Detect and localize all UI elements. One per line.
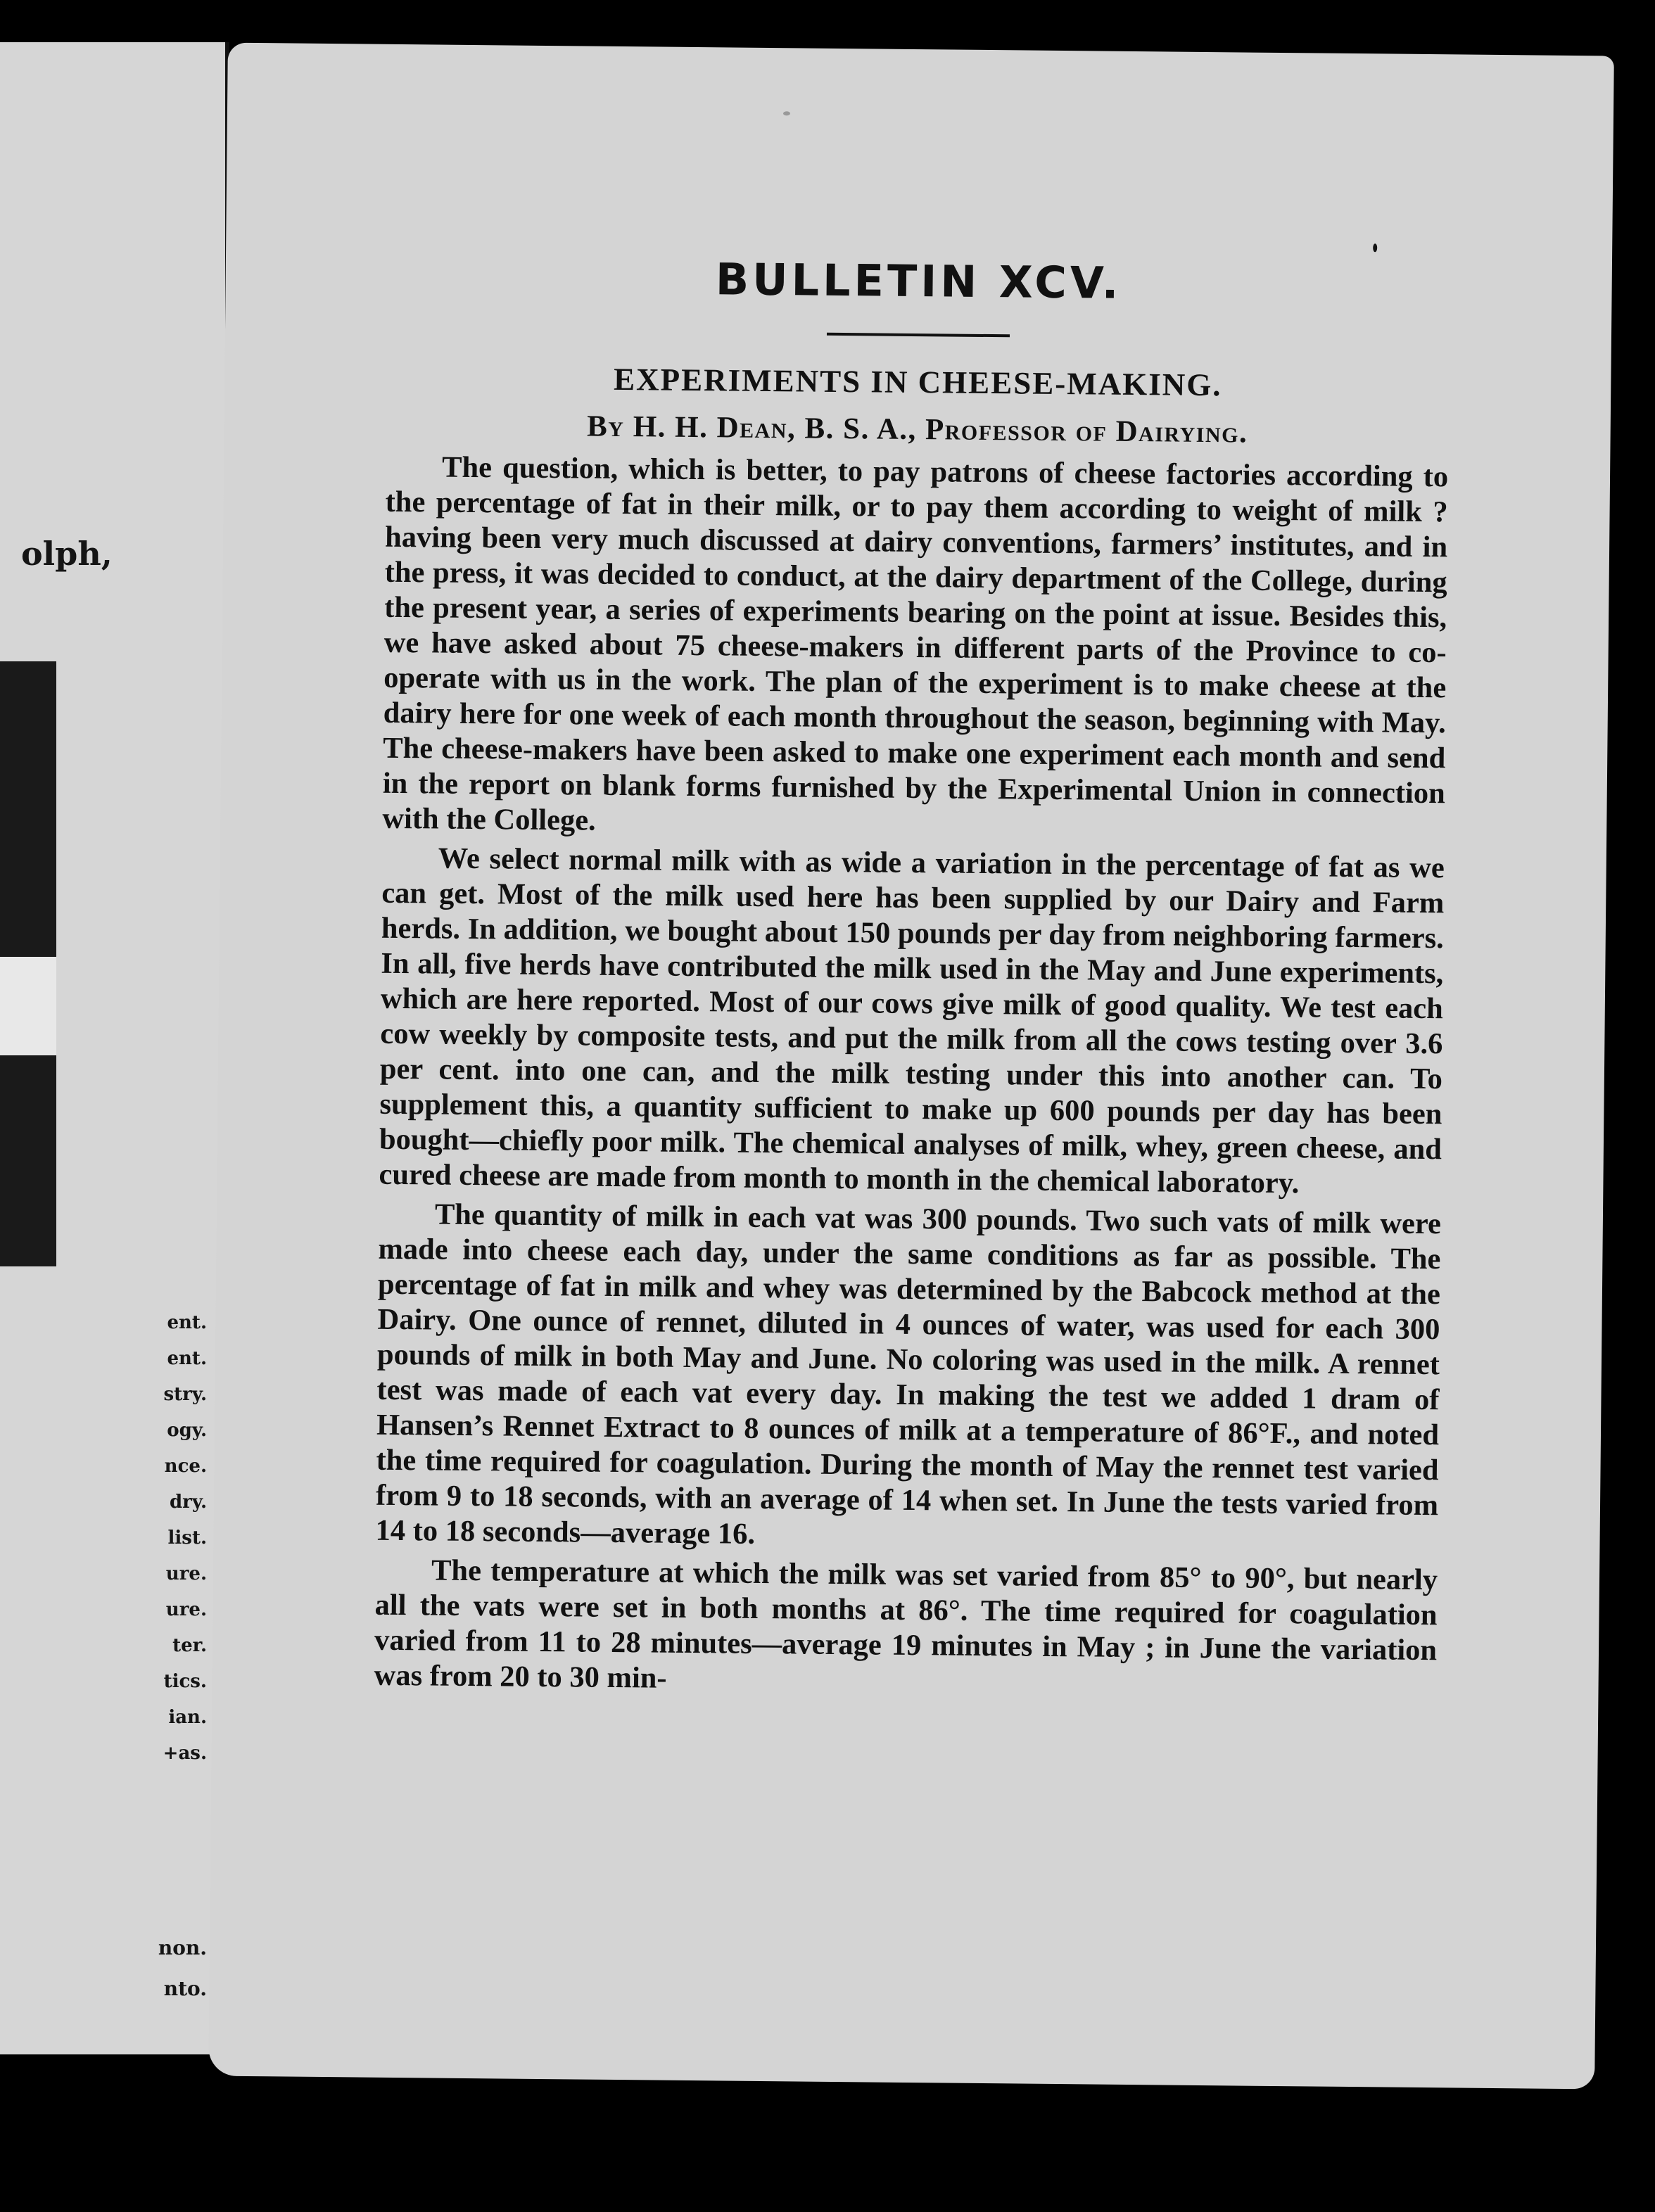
facing-list-item: nto. [163, 1977, 207, 2000]
bulletin-page [208, 43, 1614, 2090]
facing-page-list [66, 1305, 207, 1772]
page-content [374, 248, 1450, 1703]
body-paragraph: The question, which is better, to pay patrons of cheese factories according to the percentage of fat in their milk, or to pay them according to weight of milk ? having been very much discussed at dairy conventions, farmers’ institutes, and in the press, it was decided to conduct, at the dairy department of the College, during the present year, a series of experiments bearing on the point at issue. Besides this, we have asked about 75 cheese-makers in different parts of the Province to co-operate with us in the work. The plan of the experiment is to make cheese at the dairy here for one week of each month throughout the season, beginning with May. The cheese-makers have been asked to make one experiment each month and send in the report on blank forms furnished by the Experimental Union in connection with the College. [382, 450, 1449, 837]
facing-list-item: stry. [163, 1384, 207, 1405]
title-divider [827, 333, 1010, 337]
facing-list-item: dry. [169, 1492, 207, 1513]
scan-speck [1373, 243, 1377, 252]
facing-list-item: ure. [165, 1599, 207, 1620]
article-title: EXPERIMENTS IN CHEESE-MAKING. [613, 361, 1222, 403]
facing-list-item: ian. [168, 1707, 207, 1728]
facing-list-item: tics. [163, 1671, 207, 1692]
scan-speck [783, 111, 790, 115]
facing-list-item: ure. [165, 1563, 207, 1584]
facing-list-item: list. [167, 1527, 207, 1549]
facing-page-fragment: olph, [21, 535, 113, 573]
byline: By H. H. Dean, B. S. A., Professor of Dairying. [586, 409, 1248, 450]
bulletin-title: BULLETIN XCV. [715, 253, 1122, 309]
facing-list-item: ent. [167, 1312, 207, 1333]
facing-list-item: ter. [172, 1635, 207, 1656]
body-paragraph: The temperature at which the milk was set varied from 85° to 90°, but nearly all the vats were set in both months at 86°. The time required for coagulation varied from 11 to 28 minutes—average 19 minutes in May ; in June the variation was from 20 to 30 min- [374, 1553, 1438, 1695]
facing-page-edge [0, 42, 229, 2054]
facing-list-item: nce. [164, 1456, 207, 1477]
body-paragraph: We select normal milk with as wide a variation in the percentage of fat as we can get. Most of the milk used here has been supplied by our Dairy and Farm herds. In addition, we bought about 150 pounds per day from neighboring farmers. In all, five herds have contributed the milk used in the May and June experiments, which are here reported. Most of our cows give milk of good quality. We test each cow weekly by composite tests, and put the milk from all the cows testing over 3.6 per cent. into one can, and the milk testing under this into another can. To supplement this, a quantity sufficient to make up 600 pounds per day has been bought—chiefly poor milk. The chemical analyses of milk, whey, green cheese, and cured cheese are made from month to month in the chemical laboratory. [379, 841, 1445, 1200]
facing-page-list-2 [66, 1928, 207, 2009]
facing-page-illustration [0, 661, 56, 1266]
body-paragraph: The quantity of milk in each vat was 300 pounds. Two such vats of milk were made into cheese each day, under the same conditions as far as possible. The percentage of fat in milk and whey was determined by the Babcock method at the Dairy. One ounce of rennet, diluted in 4 ounces of water, was used for each 300 pounds of milk in both May and June. No coloring was used in the milk. A rennet test was made of each vat every day. In making the test we added 1 dram of Hansen’s Rennet Extract to 8 ounces of milk at a temperature of 86°F., and noted the time required for coagulation. During the month of May the rennet test varied from 9 to 18 seconds, with an average of 14 when set. In June the tests varied from 14 to 18 seconds—average 16. [375, 1197, 1442, 1551]
facing-list-item: ent. [167, 1348, 207, 1369]
facing-list-item: ogy. [167, 1420, 207, 1441]
facing-list-item: non. [158, 1936, 207, 1959]
facing-list-item: +as. [163, 1743, 207, 1764]
